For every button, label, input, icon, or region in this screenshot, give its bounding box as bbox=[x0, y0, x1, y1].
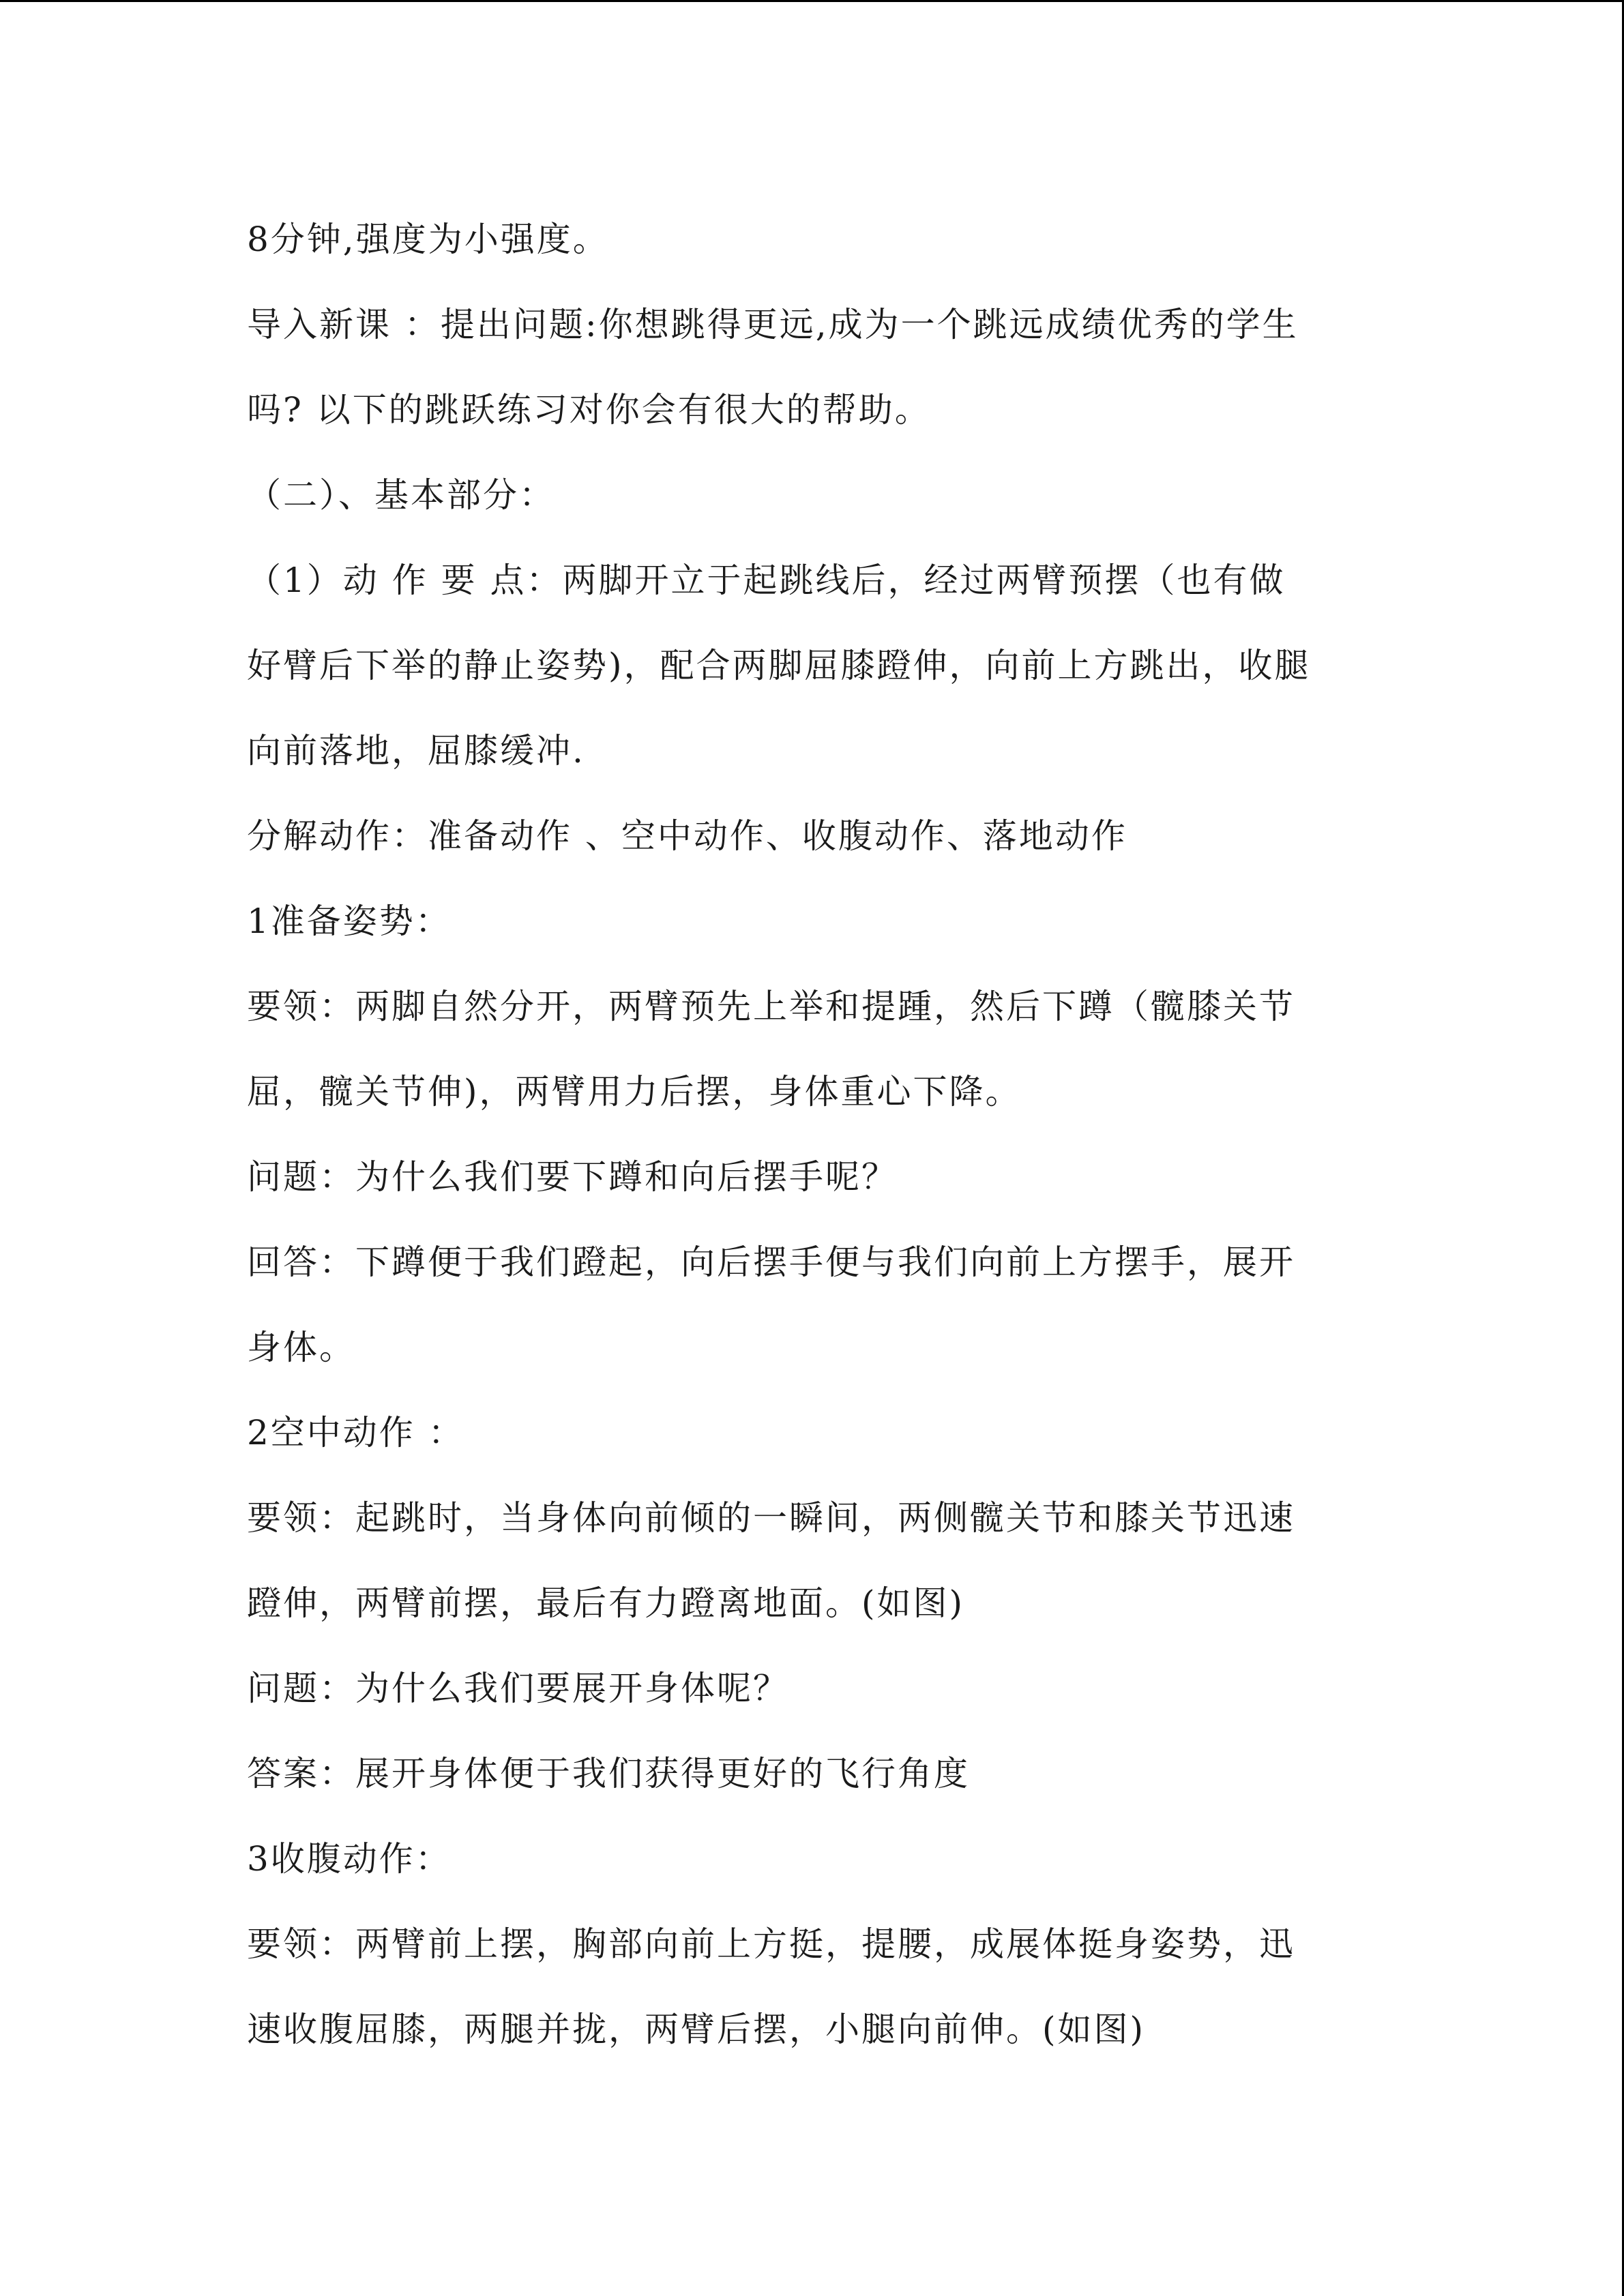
text-line: 要领：起跳时，当身体向前倾的一瞬间，两侧髋关节和膝关节迅速 bbox=[247, 1498, 1295, 1538]
text-line: 要领：两臂前上摆，胸部向前上方挺，提腰，成展体挺身姿势，迅 bbox=[247, 1924, 1295, 1964]
text-line: 8分钟,强度为小强度。 bbox=[247, 220, 609, 259]
subsection-heading: 1准备姿势： bbox=[247, 901, 452, 941]
text-line: 回答：下蹲便于我们蹬起，向后摆手便与我们向前上方摆手，展开 bbox=[247, 1242, 1295, 1282]
page-border-top bbox=[0, 0, 1624, 2]
text-line: 问题：为什么我们要展开身体呢？ bbox=[247, 1669, 789, 1708]
text-line: 蹬伸，两臂前摆，最后有力蹬离地面。(如图) bbox=[247, 1583, 965, 1623]
text-line: 好臂后下举的静止姿势)，配合两脚屈膝蹬伸，向前上方跳出，收腿 bbox=[247, 646, 1311, 685]
text-line: 答案：展开身体便于我们获得更好的飞行角度 bbox=[247, 1754, 970, 1793]
text-line: 分解动作：准备动作 、空中动作、收腹动作、落地动作 bbox=[247, 816, 1127, 856]
text-line: 速收腹屈膝，两腿并拢，两臂后摆，小腿向前伸。(如图) bbox=[247, 2010, 1146, 2049]
text-line: 问题：为什么我们要下蹲和向后摆手呢？ bbox=[247, 1157, 898, 1197]
text-line: 要领：两脚自然分开，两臂预先上举和提踵，然后下蹲（髋膝关节 bbox=[247, 987, 1295, 1026]
text-line: 身体。 bbox=[247, 1328, 355, 1367]
section-heading: （二）、基本部分： bbox=[247, 475, 555, 515]
text-line: 吗? 以下的跳跃练习对你会有很大的帮助。 bbox=[247, 390, 931, 430]
subsection-heading: 2空中动作 ： bbox=[247, 1413, 464, 1452]
text-line: 屈，髋关节伸)，两臂用力后摆，身体重心下降。 bbox=[247, 1072, 1022, 1112]
text-line: （1）动 作 要 点：两脚开立于起跳线后，经过两臂预摆（也有做 bbox=[247, 561, 1286, 600]
text-line: 导入新课 ：提出问题:你想跳得更远,成为一个跳远成绩优秀的学生 bbox=[247, 305, 1299, 344]
subsection-heading: 3收腹动作： bbox=[247, 1839, 452, 1879]
text-line: 向前落地，屈膝缓冲. bbox=[247, 731, 585, 771]
